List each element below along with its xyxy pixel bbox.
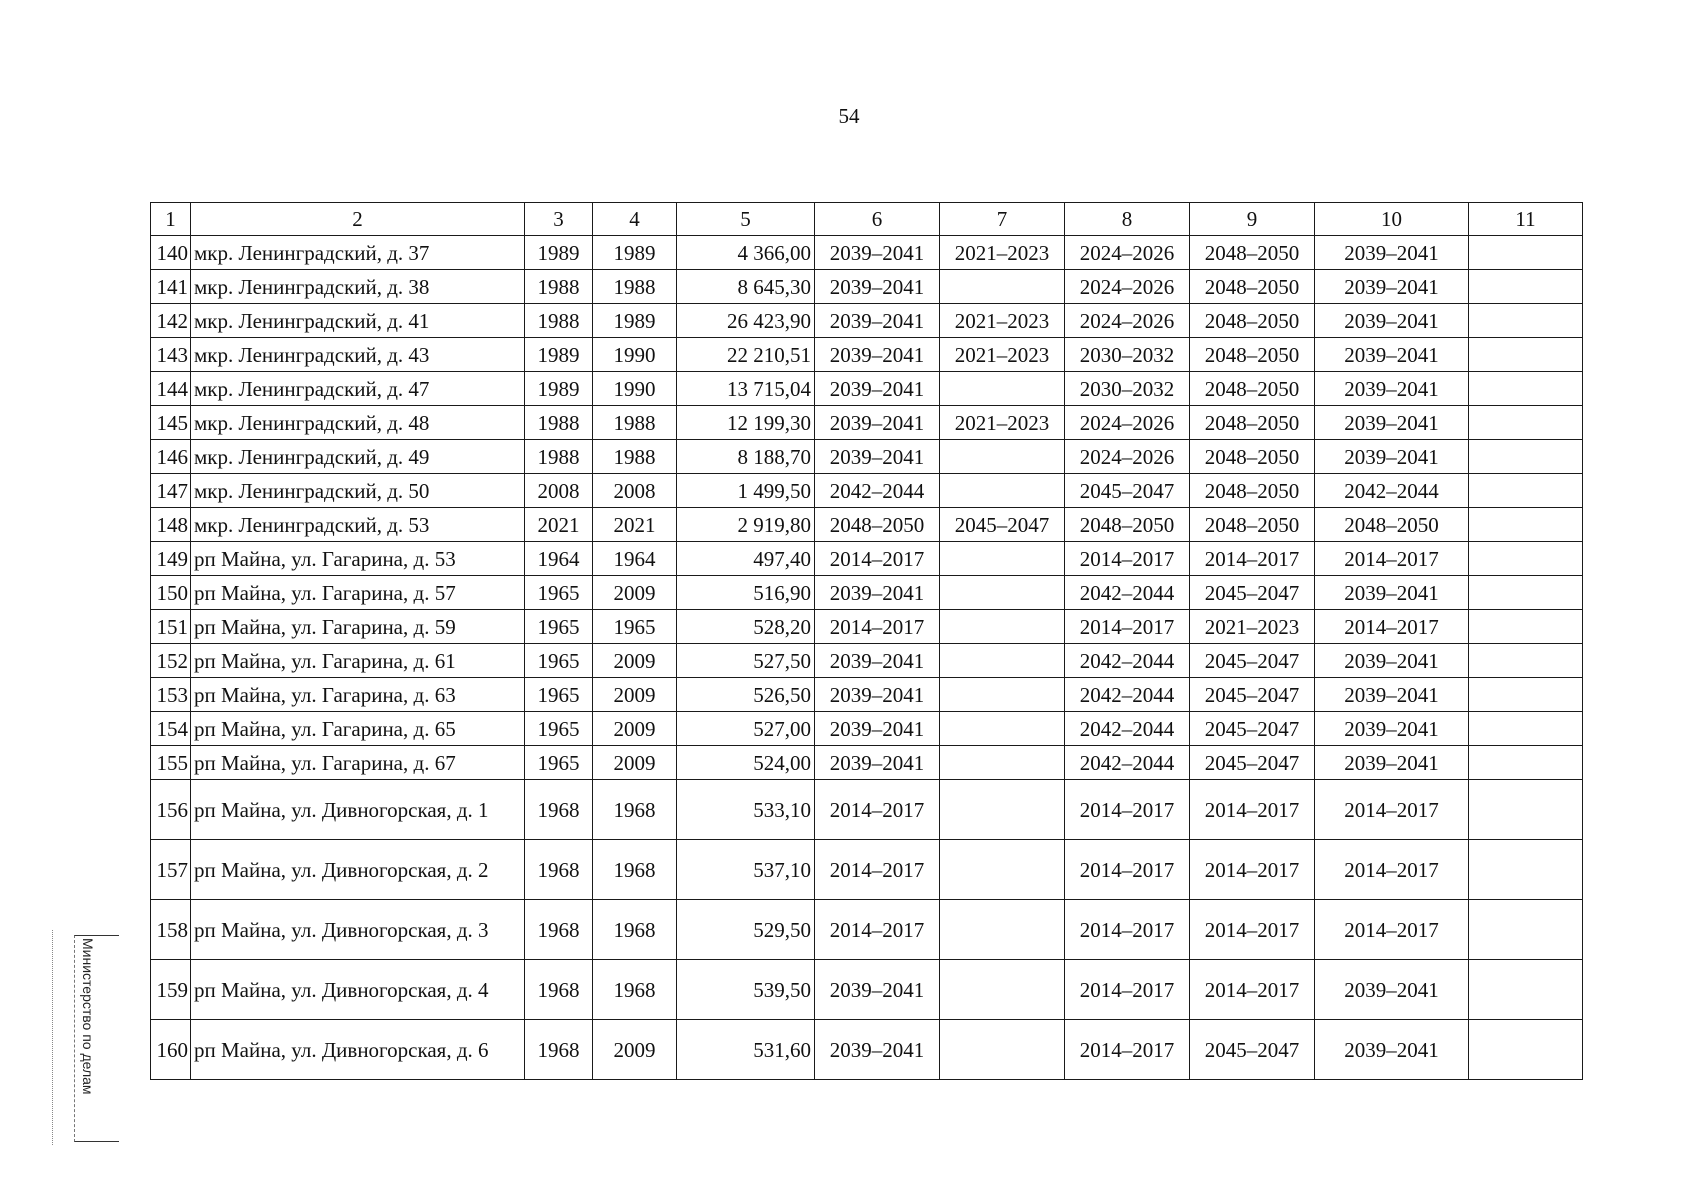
table-cell: 144 <box>151 372 191 406</box>
table-cell: 4 366,00 <box>677 236 815 270</box>
table-body <box>151 203 1583 1080</box>
table-cell: 2039–2041 <box>1315 304 1469 338</box>
table-cell: 2048–2050 <box>1190 508 1315 542</box>
table-cell: 159 <box>151 960 191 1020</box>
table-cell: 8 188,70 <box>677 440 815 474</box>
table-cell: рп Майна, ул. Дивногорская, д. 4 <box>191 960 525 1020</box>
table-cell: 2014–2017 <box>815 610 940 644</box>
table-cell: 1968 <box>525 840 593 900</box>
header-cell: 10 <box>1315 203 1469 236</box>
table-cell: 524,00 <box>677 746 815 780</box>
table-cell: мкр. Ленинградский, д. 50 <box>191 474 525 508</box>
table-cell: 2024–2026 <box>1065 236 1190 270</box>
table-cell: 1968 <box>525 780 593 840</box>
table-cell: 2014–2017 <box>1190 542 1315 576</box>
table-cell: 2009 <box>593 644 677 678</box>
table-row <box>151 610 1583 644</box>
table-cell <box>940 372 1065 406</box>
table-cell: 2021 <box>593 508 677 542</box>
table-cell: 2030–2032 <box>1065 338 1190 372</box>
table-cell: 527,50 <box>677 644 815 678</box>
table-cell: 529,50 <box>677 900 815 960</box>
header-cell: 7 <box>940 203 1065 236</box>
table-cell: 2039–2041 <box>1315 746 1469 780</box>
table-cell: 1968 <box>593 900 677 960</box>
table-cell: 2014–2017 <box>1065 900 1190 960</box>
table-cell: 2014–2017 <box>1065 610 1190 644</box>
table-cell: 149 <box>151 542 191 576</box>
header-cell: 2 <box>191 203 525 236</box>
table-cell: 146 <box>151 440 191 474</box>
table-cell: 516,90 <box>677 576 815 610</box>
table-cell: 1964 <box>525 542 593 576</box>
table-cell <box>940 576 1065 610</box>
table-row <box>151 474 1583 508</box>
table-cell: 2014–2017 <box>1315 610 1469 644</box>
table-cell: 2009 <box>593 678 677 712</box>
table-cell: 2039–2041 <box>1315 1020 1469 1080</box>
table-cell: 2039–2041 <box>1315 960 1469 1020</box>
stamp-text: Министерство по делам <box>80 938 96 1095</box>
table-cell <box>940 1020 1065 1080</box>
table-cell: 2048–2050 <box>1190 338 1315 372</box>
table-cell: 1988 <box>525 406 593 440</box>
table-cell: 1968 <box>525 1020 593 1080</box>
table-cell: мкр. Ленинградский, д. 47 <box>191 372 525 406</box>
table-cell: 150 <box>151 576 191 610</box>
table-cell: 2045–2047 <box>1190 678 1315 712</box>
table-row <box>151 644 1583 678</box>
table-cell: 2039–2041 <box>815 1020 940 1080</box>
table-cell: 1989 <box>525 372 593 406</box>
table-cell: 1988 <box>593 440 677 474</box>
table-row <box>151 840 1583 900</box>
table-cell: рп Майна, ул. Гагарина, д. 61 <box>191 644 525 678</box>
table-row <box>151 900 1583 960</box>
table-cell: рп Майна, ул. Гагарина, д. 57 <box>191 576 525 610</box>
table-cell <box>940 542 1065 576</box>
table-cell <box>1469 1020 1583 1080</box>
table-cell: 2014–2017 <box>1190 900 1315 960</box>
header-cell: 6 <box>815 203 940 236</box>
table-cell: 2021–2023 <box>940 236 1065 270</box>
table-cell: 2014–2017 <box>1065 780 1190 840</box>
table-cell: 1 499,50 <box>677 474 815 508</box>
table-cell: рп Майна, ул. Гагарина, д. 59 <box>191 610 525 644</box>
table-cell: 2039–2041 <box>815 678 940 712</box>
stamp-dotted-line <box>52 930 54 1145</box>
table-cell: 2024–2026 <box>1065 406 1190 440</box>
table-cell: 2039–2041 <box>815 372 940 406</box>
table-cell: мкр. Ленинградский, д. 37 <box>191 236 525 270</box>
table-cell: рп Майна, ул. Гагарина, д. 65 <box>191 712 525 746</box>
table-cell: 1989 <box>593 304 677 338</box>
table-cell: 152 <box>151 644 191 678</box>
table-cell: 528,20 <box>677 610 815 644</box>
table-cell <box>1469 270 1583 304</box>
table-cell <box>1469 338 1583 372</box>
table-cell <box>940 746 1065 780</box>
table-cell <box>1469 610 1583 644</box>
table-cell <box>940 644 1065 678</box>
header-cell: 9 <box>1190 203 1315 236</box>
table-cell: 2008 <box>525 474 593 508</box>
table-row <box>151 304 1583 338</box>
table-cell: 531,60 <box>677 1020 815 1080</box>
table-cell: 2039–2041 <box>1315 338 1469 372</box>
table-cell: 2008 <box>593 474 677 508</box>
table-cell: 1989 <box>525 236 593 270</box>
table-cell: мкр. Ленинградский, д. 43 <box>191 338 525 372</box>
table-cell: 2048–2050 <box>1190 474 1315 508</box>
table-row <box>151 338 1583 372</box>
table-cell: 527,00 <box>677 712 815 746</box>
table-cell: 2021 <box>525 508 593 542</box>
table-cell: 2045–2047 <box>1065 474 1190 508</box>
table-cell: мкр. Ленинградский, д. 53 <box>191 508 525 542</box>
table-cell: 2014–2017 <box>1315 542 1469 576</box>
header-cell: 8 <box>1065 203 1190 236</box>
table-cell: 2039–2041 <box>1315 576 1469 610</box>
table-cell: 2039–2041 <box>815 440 940 474</box>
table-cell: 12 199,30 <box>677 406 815 440</box>
table-cell: 2030–2032 <box>1065 372 1190 406</box>
table-cell <box>940 474 1065 508</box>
table-cell: 26 423,90 <box>677 304 815 338</box>
table-cell <box>940 270 1065 304</box>
table-cell: 2042–2044 <box>1065 576 1190 610</box>
table-cell: 539,50 <box>677 960 815 1020</box>
table-cell: 160 <box>151 1020 191 1080</box>
table-cell: 2009 <box>593 712 677 746</box>
header-cell: 3 <box>525 203 593 236</box>
table-cell: 2045–2047 <box>1190 746 1315 780</box>
header-cell: 11 <box>1469 203 1583 236</box>
table-cell: 1965 <box>525 610 593 644</box>
table-cell <box>1469 678 1583 712</box>
table-cell: 1965 <box>593 610 677 644</box>
header-cell: 4 <box>593 203 677 236</box>
table-cell: 1965 <box>525 576 593 610</box>
table-cell <box>1469 542 1583 576</box>
table-cell: 2039–2041 <box>1315 270 1469 304</box>
table-cell: 2021–2023 <box>940 304 1065 338</box>
table-cell: 2024–2026 <box>1065 440 1190 474</box>
table-cell: 155 <box>151 746 191 780</box>
table-cell: 1988 <box>593 406 677 440</box>
table-row <box>151 406 1583 440</box>
table-cell: 1989 <box>525 338 593 372</box>
table-cell: рп Майна, ул. Дивногорская, д. 6 <box>191 1020 525 1080</box>
table-cell: 2014–2017 <box>815 840 940 900</box>
table-cell: 2042–2044 <box>1065 746 1190 780</box>
table-cell: рп Майна, ул. Гагарина, д. 53 <box>191 542 525 576</box>
table-cell: 2014–2017 <box>1315 780 1469 840</box>
table-cell: 153 <box>151 678 191 712</box>
table-cell: 22 210,51 <box>677 338 815 372</box>
table-cell: 497,40 <box>677 542 815 576</box>
table-cell: 2039–2041 <box>815 746 940 780</box>
table-row <box>151 746 1583 780</box>
table-header-row <box>151 203 1583 236</box>
table-cell: 2039–2041 <box>815 576 940 610</box>
table-cell: 526,50 <box>677 678 815 712</box>
table-cell <box>1469 372 1583 406</box>
table-cell: 8 645,30 <box>677 270 815 304</box>
table-cell: 2042–2044 <box>1065 678 1190 712</box>
table-cell: 2048–2050 <box>1190 304 1315 338</box>
table-cell <box>940 780 1065 840</box>
table-row <box>151 508 1583 542</box>
table-cell <box>940 440 1065 474</box>
table-cell: 2048–2050 <box>1190 406 1315 440</box>
table-row <box>151 372 1583 406</box>
table-cell <box>1469 746 1583 780</box>
table-cell: 142 <box>151 304 191 338</box>
table-cell <box>1469 780 1583 840</box>
table-cell: 1988 <box>525 440 593 474</box>
table-row <box>151 542 1583 576</box>
table-cell: 2039–2041 <box>1315 712 1469 746</box>
table-cell <box>940 712 1065 746</box>
header-cell: 5 <box>677 203 815 236</box>
table-cell: мкр. Ленинградский, д. 38 <box>191 270 525 304</box>
table-cell: 2021–2023 <box>1190 610 1315 644</box>
table-cell: 2039–2041 <box>1315 440 1469 474</box>
table-cell <box>1469 960 1583 1020</box>
table-cell: 2014–2017 <box>1315 900 1469 960</box>
table-cell: 1988 <box>525 304 593 338</box>
table-cell: 2014–2017 <box>815 542 940 576</box>
table-cell: мкр. Ленинградский, д. 48 <box>191 406 525 440</box>
table-cell: мкр. Ленинградский, д. 41 <box>191 304 525 338</box>
table-cell: 1964 <box>593 542 677 576</box>
table-cell: 2048–2050 <box>1190 440 1315 474</box>
table-cell: 2039–2041 <box>815 236 940 270</box>
table-cell: 156 <box>151 780 191 840</box>
table-row <box>151 236 1583 270</box>
table-cell: 2024–2026 <box>1065 270 1190 304</box>
table-cell: 140 <box>151 236 191 270</box>
table-cell: 1968 <box>593 780 677 840</box>
table-cell <box>1469 440 1583 474</box>
table-cell: 2014–2017 <box>1190 840 1315 900</box>
table-cell: 2042–2044 <box>815 474 940 508</box>
table-row <box>151 960 1583 1020</box>
table-cell: 2021–2023 <box>940 338 1065 372</box>
table-cell: 157 <box>151 840 191 900</box>
table-cell: 141 <box>151 270 191 304</box>
table-cell: 2039–2041 <box>1315 678 1469 712</box>
table-cell <box>1469 474 1583 508</box>
table-cell <box>940 960 1065 1020</box>
table-cell: 2024–2026 <box>1065 304 1190 338</box>
table-cell: 2039–2041 <box>1315 372 1469 406</box>
table-cell: 158 <box>151 900 191 960</box>
table-cell <box>1469 406 1583 440</box>
header-cell: 1 <box>151 203 191 236</box>
table-cell: 537,10 <box>677 840 815 900</box>
data-table <box>150 202 1583 1080</box>
table-cell: 1968 <box>525 960 593 1020</box>
table-cell: 2048–2050 <box>1065 508 1190 542</box>
table-cell: 2045–2047 <box>1190 644 1315 678</box>
table-cell: 533,10 <box>677 780 815 840</box>
table-cell: 2048–2050 <box>1190 270 1315 304</box>
table-cell: 1965 <box>525 746 593 780</box>
table-cell: 147 <box>151 474 191 508</box>
table-cell: 2014–2017 <box>1190 960 1315 1020</box>
table-cell <box>1469 576 1583 610</box>
table-cell: 2014–2017 <box>1315 840 1469 900</box>
table-cell: 2009 <box>593 746 677 780</box>
table-cell <box>1469 712 1583 746</box>
table-row <box>151 440 1583 474</box>
table-cell: 2014–2017 <box>1065 542 1190 576</box>
table-cell: 145 <box>151 406 191 440</box>
table-cell: 1988 <box>525 270 593 304</box>
table-cell: 1988 <box>593 270 677 304</box>
table-cell: 1968 <box>593 840 677 900</box>
table-cell: 2039–2041 <box>815 644 940 678</box>
table-cell: 2042–2044 <box>1065 644 1190 678</box>
table-cell: 2039–2041 <box>815 304 940 338</box>
table-cell: рп Майна, ул. Гагарина, д. 67 <box>191 746 525 780</box>
table-cell: 143 <box>151 338 191 372</box>
table-cell: 2014–2017 <box>1065 1020 1190 1080</box>
table-cell <box>940 678 1065 712</box>
table-cell: 2039–2041 <box>815 712 940 746</box>
page-number: 54 <box>838 104 860 128</box>
table-cell: 1965 <box>525 678 593 712</box>
table-cell <box>1469 840 1583 900</box>
table-cell: 2039–2041 <box>815 270 940 304</box>
table-cell: 1968 <box>593 960 677 1020</box>
table-cell: 151 <box>151 610 191 644</box>
table-cell: 1990 <box>593 338 677 372</box>
table-cell: 2045–2047 <box>1190 1020 1315 1080</box>
table-row <box>151 780 1583 840</box>
table-cell: 2014–2017 <box>1065 960 1190 1020</box>
table-cell: 2039–2041 <box>1315 236 1469 270</box>
table-cell: 2 919,80 <box>677 508 815 542</box>
table-row <box>151 678 1583 712</box>
table-cell: 2039–2041 <box>1315 406 1469 440</box>
table-cell: 13 715,04 <box>677 372 815 406</box>
table-row <box>151 1020 1583 1080</box>
table-cell: 1990 <box>593 372 677 406</box>
table-cell: 2042–2044 <box>1315 474 1469 508</box>
table-cell: мкр. Ленинградский, д. 49 <box>191 440 525 474</box>
table-cell <box>1469 508 1583 542</box>
table-cell: рп Майна, ул. Гагарина, д. 63 <box>191 678 525 712</box>
table-cell: 148 <box>151 508 191 542</box>
table-cell: 2048–2050 <box>1190 236 1315 270</box>
table-cell: 2039–2041 <box>815 960 940 1020</box>
table-cell: 2021–2023 <box>940 406 1065 440</box>
table-cell: 1989 <box>593 236 677 270</box>
table-cell: 2048–2050 <box>1315 508 1469 542</box>
table-cell: 2014–2017 <box>1190 780 1315 840</box>
table-cell <box>1469 644 1583 678</box>
table-row <box>151 576 1583 610</box>
table-cell: 2014–2017 <box>815 900 940 960</box>
table-cell: рп Майна, ул. Дивногорская, д. 1 <box>191 780 525 840</box>
table-row <box>151 712 1583 746</box>
table-cell: 2014–2017 <box>815 780 940 840</box>
table-cell: 2014–2017 <box>1065 840 1190 900</box>
table-cell: 2045–2047 <box>1190 576 1315 610</box>
table-cell: 154 <box>151 712 191 746</box>
table-cell: 2042–2044 <box>1065 712 1190 746</box>
table-cell: 2048–2050 <box>815 508 940 542</box>
table-cell: рп Майна, ул. Дивногорская, д. 3 <box>191 900 525 960</box>
table-cell <box>940 840 1065 900</box>
table-row <box>151 270 1583 304</box>
table-cell <box>1469 900 1583 960</box>
table-cell <box>940 610 1065 644</box>
table-cell <box>940 900 1065 960</box>
table-cell <box>1469 304 1583 338</box>
table-cell: 2045–2047 <box>1190 712 1315 746</box>
table-cell: 2039–2041 <box>1315 644 1469 678</box>
table-cell: 2009 <box>593 1020 677 1080</box>
table-cell: 2009 <box>593 576 677 610</box>
table-cell: 1965 <box>525 644 593 678</box>
table-cell: 1968 <box>525 900 593 960</box>
table-cell: рп Майна, ул. Дивногорская, д. 2 <box>191 840 525 900</box>
table-cell <box>1469 236 1583 270</box>
table-cell: 2048–2050 <box>1190 372 1315 406</box>
table-cell: 2045–2047 <box>940 508 1065 542</box>
table-cell: 1965 <box>525 712 593 746</box>
table-cell: 2039–2041 <box>815 406 940 440</box>
table-cell: 2039–2041 <box>815 338 940 372</box>
